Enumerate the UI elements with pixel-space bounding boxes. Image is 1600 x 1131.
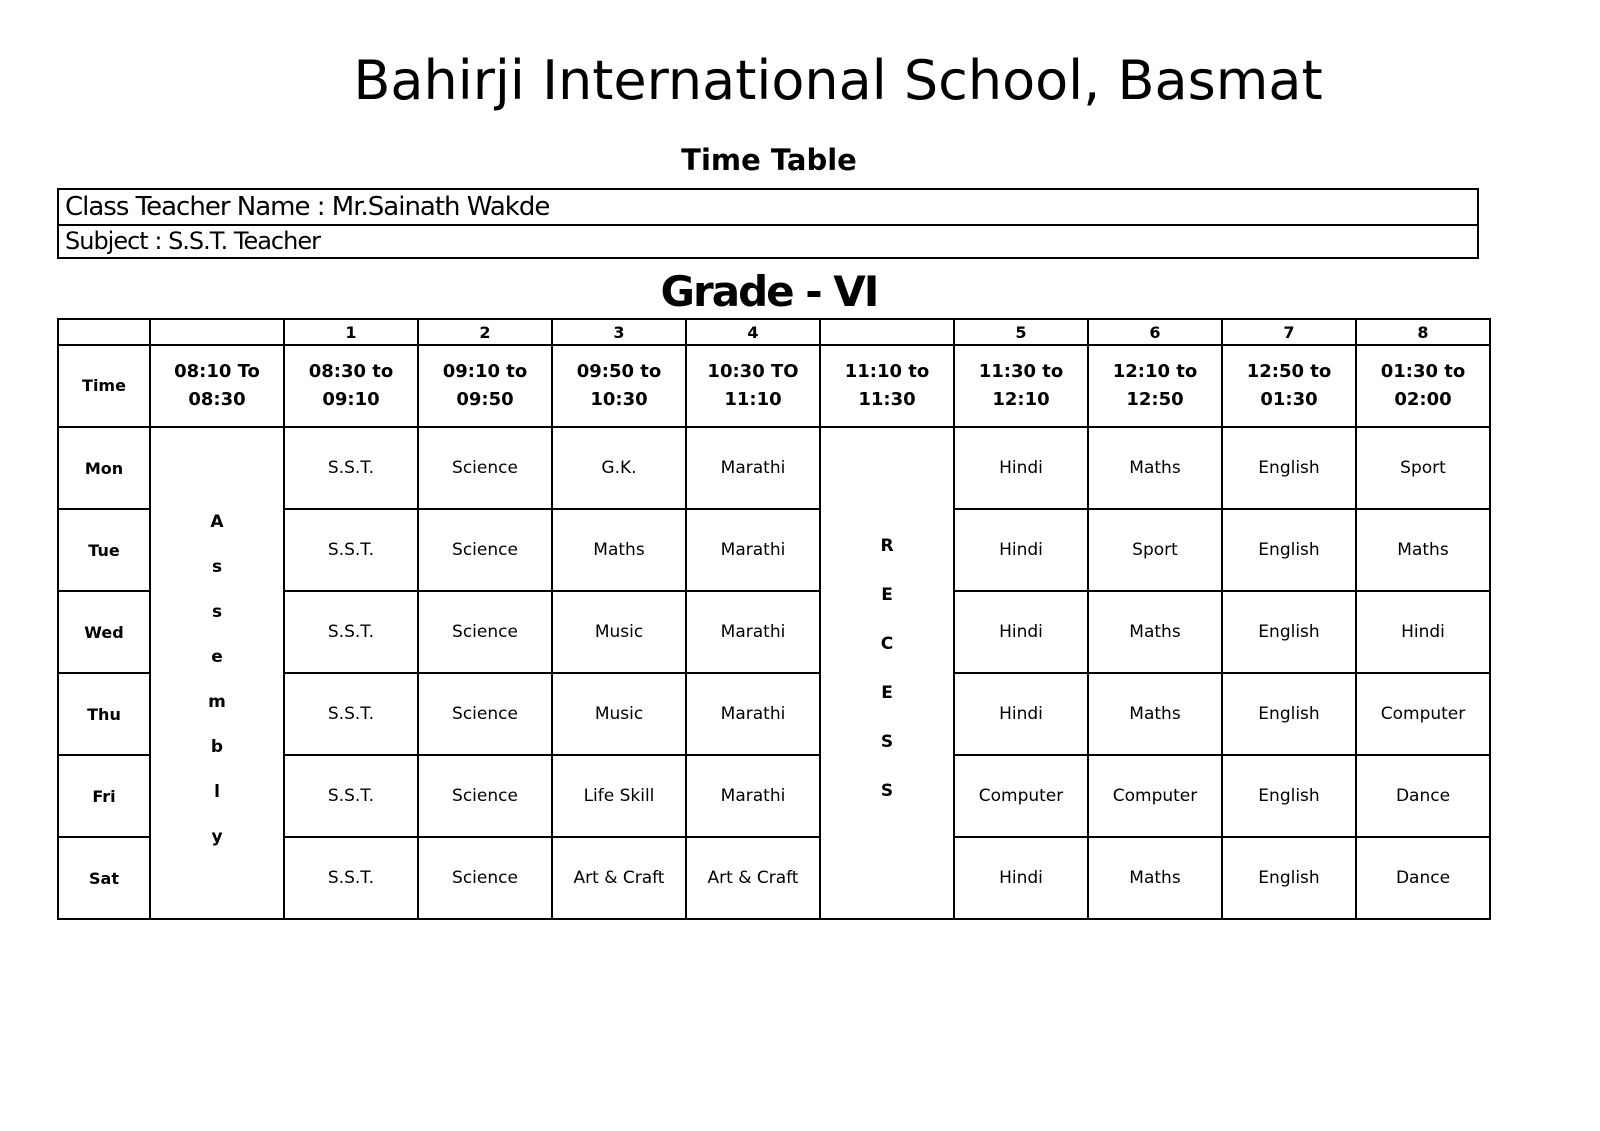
subject-cell: Computer bbox=[954, 755, 1088, 837]
subject-cell: S.S.T. bbox=[284, 591, 418, 673]
time-slot-end: 12:10 bbox=[992, 389, 1050, 410]
subject-cell: Maths bbox=[1088, 837, 1222, 919]
period-number: 4 bbox=[686, 319, 820, 345]
subject-cell: Hindi bbox=[954, 837, 1088, 919]
time-slot-start: 08:10 To bbox=[174, 361, 260, 382]
subject-cell: S.S.T. bbox=[284, 673, 418, 755]
subject-cell: Sport bbox=[1356, 427, 1490, 509]
time-slot-end: 11:10 bbox=[724, 389, 782, 410]
time-slot bbox=[552, 345, 686, 427]
subject-cell: Music bbox=[552, 591, 686, 673]
period-number bbox=[820, 319, 954, 345]
subject-cell: English bbox=[1222, 427, 1356, 509]
assembly-letter: e bbox=[211, 647, 223, 667]
subject-cell: English bbox=[1222, 755, 1356, 837]
time-slot-end: 11:30 bbox=[858, 389, 916, 410]
assembly-letter: y bbox=[211, 827, 223, 847]
subject-cell: Marathi bbox=[686, 427, 820, 509]
subject-cell: Science bbox=[418, 837, 552, 919]
assembly-letter: b bbox=[210, 737, 224, 757]
subject-cell: Science bbox=[418, 427, 552, 509]
subject-cell: Science bbox=[418, 673, 552, 755]
time-slot-start: 12:10 to bbox=[1112, 361, 1198, 382]
time-slot bbox=[1356, 345, 1490, 427]
assembly-cell bbox=[150, 427, 284, 919]
subject-cell: Computer bbox=[1088, 755, 1222, 837]
time-slot-start: 01:30 to bbox=[1380, 361, 1466, 382]
subject-cell: English bbox=[1222, 591, 1356, 673]
assembly-letter: l bbox=[214, 782, 220, 802]
recess-letter: S bbox=[880, 781, 894, 801]
subject-cell: Dance bbox=[1356, 837, 1490, 919]
subject-cell: Marathi bbox=[686, 591, 820, 673]
period-number-row bbox=[58, 319, 1490, 345]
day-label: Tue bbox=[58, 509, 150, 591]
time-slot-end: 10:30 bbox=[590, 389, 648, 410]
time-slot-start: 11:30 to bbox=[978, 361, 1064, 382]
school-name: Bahirji International School, Basmat bbox=[353, 49, 1323, 112]
assembly-letter: m bbox=[208, 692, 226, 712]
subject-cell: S.S.T. bbox=[284, 427, 418, 509]
period-number: 1 bbox=[284, 319, 418, 345]
subject-cell: S.S.T. bbox=[284, 837, 418, 919]
subject-cell: Maths bbox=[1356, 509, 1490, 591]
time-slot-start: 12:50 to bbox=[1246, 361, 1332, 382]
subject-cell: Maths bbox=[1088, 427, 1222, 509]
subject-cell: Maths bbox=[552, 509, 686, 591]
period-number: 6 bbox=[1088, 319, 1222, 345]
time-slot-start: 09:10 to bbox=[442, 361, 528, 382]
period-number bbox=[58, 319, 150, 345]
time-slot-start: 08:30 to bbox=[308, 361, 394, 382]
subject-cell: Computer bbox=[1356, 673, 1490, 755]
subject-cell: Art & Craft bbox=[552, 837, 686, 919]
subject-cell: Music bbox=[552, 673, 686, 755]
subject-cell: English bbox=[1222, 509, 1356, 591]
day-label: Wed bbox=[58, 591, 150, 673]
recess-letter: S bbox=[880, 732, 894, 752]
time-slot-end: 09:50 bbox=[456, 389, 514, 410]
time-slot bbox=[284, 345, 418, 427]
class-teacher-name: Class Teacher Name : Mr.Sainath Wakde bbox=[65, 192, 550, 222]
day-label: Mon bbox=[58, 427, 150, 509]
subject-cell: Maths bbox=[1088, 673, 1222, 755]
subject-cell: Life Skill bbox=[552, 755, 686, 837]
subject-cell: Hindi bbox=[1356, 591, 1490, 673]
time-slot-start: 10:30 TO bbox=[707, 361, 799, 382]
recess-letter: R bbox=[880, 536, 894, 556]
time-slot-end: 08:30 bbox=[188, 389, 246, 410]
recess-letter: C bbox=[880, 634, 894, 654]
subject-cell: Sport bbox=[1088, 509, 1222, 591]
time-slot bbox=[1222, 345, 1356, 427]
period-number: 5 bbox=[954, 319, 1088, 345]
time-slot bbox=[418, 345, 552, 427]
subject-cell: Hindi bbox=[954, 673, 1088, 755]
subject-cell: Marathi bbox=[686, 509, 820, 591]
day-row bbox=[58, 427, 1490, 509]
period-number: 2 bbox=[418, 319, 552, 345]
document-title: Time Table bbox=[681, 143, 857, 177]
subject-cell: Hindi bbox=[954, 427, 1088, 509]
period-number: 3 bbox=[552, 319, 686, 345]
time-slot bbox=[686, 345, 820, 427]
recess-letter: E bbox=[881, 683, 893, 703]
time-slot bbox=[1088, 345, 1222, 427]
time-slot-row bbox=[58, 345, 1490, 427]
recess-cell bbox=[820, 427, 954, 919]
grade-heading: Grade - VI bbox=[660, 267, 878, 316]
time-slot bbox=[820, 345, 954, 427]
time-slot-end: 12:50 bbox=[1126, 389, 1184, 410]
subject-cell: Science bbox=[418, 591, 552, 673]
subject-cell: Maths bbox=[1088, 591, 1222, 673]
day-label: Thu bbox=[58, 673, 150, 755]
teacher-info-box bbox=[57, 188, 1479, 259]
subject-cell: Hindi bbox=[954, 509, 1088, 591]
day-label: Sat bbox=[58, 837, 150, 919]
time-slot-start: 09:50 to bbox=[576, 361, 662, 382]
period-number bbox=[150, 319, 284, 345]
period-number: 7 bbox=[1222, 319, 1356, 345]
time-label: Time bbox=[58, 345, 150, 427]
time-slot bbox=[150, 345, 284, 427]
time-slot bbox=[954, 345, 1088, 427]
subject-cell: English bbox=[1222, 673, 1356, 755]
day-label: Fri bbox=[58, 755, 150, 837]
timetable bbox=[57, 318, 1491, 920]
period-number: 8 bbox=[1356, 319, 1490, 345]
subject-line: Subject : S.S.T. Teacher bbox=[59, 224, 1477, 257]
subject-cell: Marathi bbox=[686, 673, 820, 755]
assembly-letter: s bbox=[211, 602, 223, 622]
time-slot-end: 01:30 bbox=[1260, 389, 1318, 410]
subject-cell: Science bbox=[418, 755, 552, 837]
subject-cell: Dance bbox=[1356, 755, 1490, 837]
subject-cell: Marathi bbox=[686, 755, 820, 837]
subject-cell: S.S.T. bbox=[284, 755, 418, 837]
subject-cell: English bbox=[1222, 837, 1356, 919]
assembly-letter: A bbox=[210, 512, 224, 532]
time-slot-start: 11:10 to bbox=[844, 361, 930, 382]
time-slot-end: 09:10 bbox=[322, 389, 380, 410]
subject-cell: G.K. bbox=[552, 427, 686, 509]
subject-cell: Science bbox=[418, 509, 552, 591]
assembly-letter: s bbox=[211, 557, 223, 577]
subject-cell: S.S.T. bbox=[284, 509, 418, 591]
subject-cell: Art & Craft bbox=[686, 837, 820, 919]
time-slot-end: 02:00 bbox=[1394, 389, 1452, 410]
subject-cell: Hindi bbox=[954, 591, 1088, 673]
recess-letter: E bbox=[881, 585, 893, 605]
